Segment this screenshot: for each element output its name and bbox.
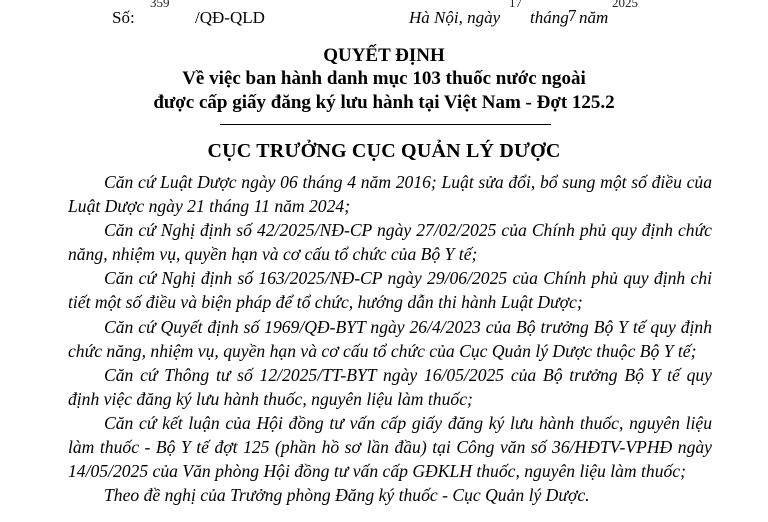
decision-subtitle-line-1: Về việc ban hành danh mục 103 thuốc nước ngoài [182, 68, 586, 89]
year-label: năm [579, 8, 609, 27]
month-value: 7 [568, 6, 577, 25]
decision-subtitle-line-2: được cấp giấy đăng ký lưu hành tại Việt Nam - Đợt 125.2 [153, 92, 615, 113]
preamble-paragraph-law: Căn cứ Luật Dược ngày 06 tháng 4 năm 2016; Luật sửa đổi, bổ sung một số điều của Luật Dược ngày 21 tháng 11 năm 2024; [68, 172, 712, 217]
preamble-paragraph-decree-163: Căn cứ Nghị định số 163/2025/NĐ-CP ngày 29/06/2025 của Chính phủ quy định chi tiết một số điều và biện pháp để tổ chức, hướng dẫn thi hành Luật Dược; [68, 268, 712, 313]
day-handwritten: 17 [509, 0, 522, 10]
document-number-label: Số: [112, 8, 135, 27]
preamble-paragraph-circular-12: Căn cứ Thông tư số 12/2025/TT-BYT ngày 16/05/2025 của Bộ trưởng Bộ Y tế quy định việc đăng ký lưu hành thuốc, nguyên liệu làm thuốc; [68, 364, 712, 409]
preamble-paragraph-decision-1969: Căn cứ Quyết định số 1969/QĐ-BYT ngày 26/4/2023 của Bộ trưởng Bộ Y tế quy định chức năng, nhiệm vụ, quyền hạn và cơ cấu tổ chức của Cục Quản lý Dược thuộc Bộ Y tế; [68, 316, 712, 361]
document-number-suffix: /QĐ-QLD [195, 8, 265, 27]
decision-title: QUYẾT ĐỊNH [323, 45, 445, 66]
preamble-paragraph-council-conclusion: Căn cứ kết luận của Hội đồng tư vấn cấp giấy đăng ký lưu hành thuốc, nguyên liệu làm thuốc - Bộ Y tế đợt 125 (phần hồ sơ lần đầu) tại Công văn số 36/HĐTV-VPHĐ ngày 14/05/2025 của Văn phòng Hội đồng tư vấn cấp GĐKLH thuốc, nguyên liệu làm thuốc; [68, 412, 712, 482]
title-divider [220, 124, 551, 125]
preamble-paragraph-proposal: Theo đề nghị của Trưởng phòng Đăng ký thuốc - Cục Quản lý Dược. [104, 485, 590, 506]
document-number-handwritten: 359 [150, 0, 170, 10]
place-date-prefix: Hà Nội, ngày [409, 8, 501, 27]
month-label: tháng [530, 8, 569, 27]
preamble-paragraph-decree-42: Căn cứ Nghị định số 42/2025/NĐ-CP ngày 27/02/2025 của Chính phủ quy định chức năng, nhiệm vụ, quyền hạn và cơ cấu tổ chức của Bộ Y tế; [68, 220, 712, 265]
year-handwritten: 2025 [612, 0, 638, 10]
preamble [68, 170, 712, 507]
issuing-authority: CỤC TRƯỞNG CỤC QUẢN LÝ DƯỢC [207, 140, 561, 162]
